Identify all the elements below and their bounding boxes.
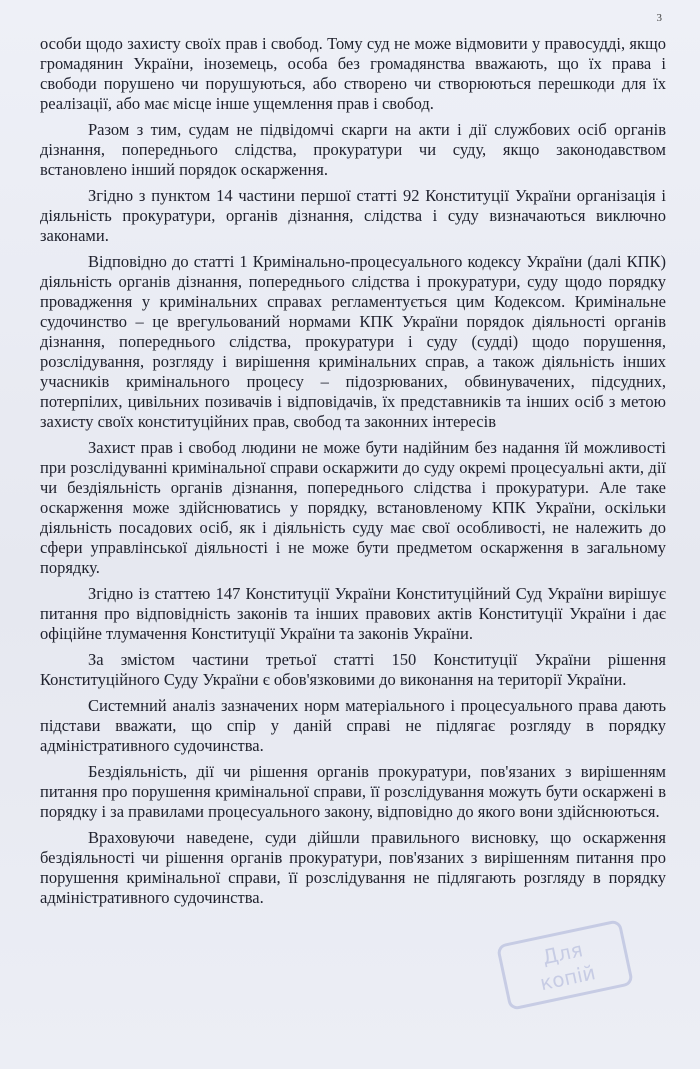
page-number: 3 — [656, 12, 662, 24]
paragraph-4: Відповідно до статті 1 Кримінально-процесуального кодексу України (далі КПК) діяльність органів дізнання, попереднього слідства і прокуратури, суду щодо порядку провадження у кримінальних справах регламентується цим Кодексом. Кримінальне судочинство – це врегульований нормами КПК України порядок діяльності органів дізнання, попереднього слідства, прокуратури і суду (судді) щодо порушення, розслідування, розгляду і вирішення кримінальних справ, а також діяльність інших учасників кримінального процесу – підозрюваних, обвинувачених, підсудних, потерпілих, цивільних позивачів і відповідачів, їх представників та інших осіб з метою захисту своїх конституційних прав, свобод та законних інтересів — [40, 252, 666, 431]
paragraph-9: Бездіяльність, дії чи рішення органів прокуратури, пов'язаних з вирішенням питання про порушення кримінальної справи, її розслідування можуть бути оскаржені в порядку і за правилами процесуального закону, відповідно до якого вони здійснюються. — [40, 762, 666, 821]
paragraph-2: Разом з тим, судам не підвідомчі скарги на акти і дії службових осіб органів дізнання, попереднього слідства, прокуратури чи суду, якщо законодавством встановлено інший порядок оскарження. — [40, 120, 666, 179]
svg-text:копій: копій — [537, 960, 598, 996]
paragraph-10: Враховуючи наведене, суди дійшли правильного висновку, що оскарження бездіяльності чи рішення органів прокуратури, пов'язаних з вирішенням питання про порушення кримінальної справи, її розслідування не підлягають розгляду в порядку адміністративного судочинства. — [40, 828, 666, 907]
paragraph-7: За змістом частини третьої статті 150 Конституції України рішення Конституційного Суду України є обов'язковими до виконання на території України. — [40, 650, 666, 689]
faded-stamp — [494, 917, 636, 1012]
paragraph-1: особи щодо захисту своїх прав і свобод. Тому суд не може відмовити у правосудді, якщо громадянин України, іноземець, особа без громадянства вважають, що їх права і свободи порушено чи порушуються, або створено чи створюються перешкоди для їх реалізації, або має місце інше ущемлення прав і свобод. — [40, 34, 666, 113]
paragraph-6: Згідно із статтею 147 Конституції України Конституційний Суд України вирішує питання про відповідність законів та інших правових актів Конституції України і дає офіційне тлумачення Конституції України та законів України. — [40, 584, 666, 643]
svg-text:Для: Для — [540, 937, 585, 970]
paragraph-8: Системний аналіз зазначених норм матеріального і процесуального права дають підстави вважати, що спір у даній справі не підлягає розгляду в порядку адміністративного судочинства. — [40, 696, 666, 755]
paragraph-3: Згідно з пунктом 14 частини першої статті 92 Конституції України організація і діяльність прокуратури, органів дізнання, слідства і суду визначаються виключно законами. — [40, 186, 666, 245]
paragraph-5: Захист прав і свобод людини не може бути надійним без надання їй можливості при розслідуванні кримінальної справи оскаржити до суду окремі процесуальні акти, дії чи бездіяльність органів дізнання, попереднього слідства і прокуратури. Але таке оскарження може здійснюватись у порядку, встановленому КПК України, оскільки діяльність посадових осіб, як і діяльність суду має свої особливості, не належить до сфери управлінської діяльності і не може бути предметом оскарження в загальному порядку. — [40, 438, 666, 577]
